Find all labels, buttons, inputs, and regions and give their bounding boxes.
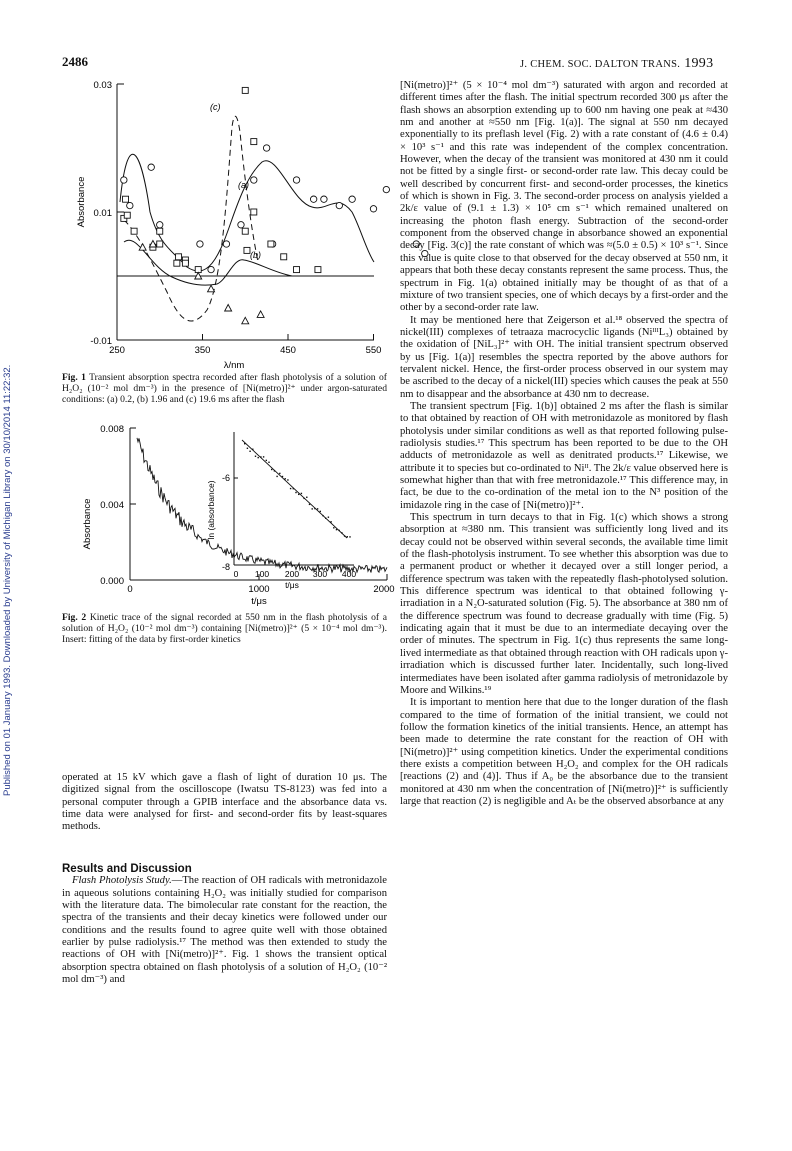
fig1-curve-label-a: (a) xyxy=(238,180,249,190)
inset-dot xyxy=(344,535,345,536)
series-a-point xyxy=(321,196,327,202)
right-paragraph-2: It may be mentioned here that Zeigerson et al.¹⁸ observed the spectra of nickel(III) complexes of tetraaza macrocyclic ligands (NiᴵᴵᴵL₃) obtained by the oxidation of [NiL₃]²⁺ with OH. The initial transient spectrum observed by us [Fig. 1(a)] resembles the spectra reported by the above authors for tervalent nickel. Hence, the first-order process observed in our system may be ascribed to the decay of a nickel(III) species which causes the peak at 550 nm to disappear and the absorbance at 430 nm to decrease. xyxy=(400,314,728,400)
results-section xyxy=(62,863,387,986)
series-a-point xyxy=(197,241,203,247)
journal-year: 1993 xyxy=(684,56,714,71)
series-a-point xyxy=(148,164,154,170)
inset-xtick-200: 200 xyxy=(284,569,300,579)
inset-xtick-0: 0 xyxy=(233,569,239,579)
fig1-x-ticks xyxy=(109,334,381,356)
inset-dot xyxy=(322,515,323,516)
figure-1-spectra xyxy=(62,72,392,372)
inset-dot xyxy=(314,508,315,509)
series-a-point xyxy=(383,186,389,192)
fig1-xtick-label: 350 xyxy=(194,345,211,356)
figure-1-caption xyxy=(62,372,387,405)
series-a-point xyxy=(336,202,342,208)
series-a-point xyxy=(223,241,229,247)
inset-fit-line xyxy=(242,440,347,538)
inset-dot xyxy=(312,508,313,509)
inset-dot xyxy=(303,498,304,499)
fig1-caption-label: Fig. 1 xyxy=(62,372,86,383)
fig2-ytick-top: 0.008 xyxy=(100,424,124,435)
series-a-point xyxy=(238,222,244,228)
inset-dot xyxy=(258,457,259,458)
figure-2-caption xyxy=(62,612,387,645)
series-c-triangle-point xyxy=(257,311,264,318)
inset-ytick-8: -8 xyxy=(221,562,230,572)
inset-dot xyxy=(328,516,329,517)
series-a-point xyxy=(208,266,214,272)
inset-dot xyxy=(339,530,340,531)
fig1-curve-label-b: (b) xyxy=(250,250,261,260)
fig2-caption-text: Kinetic trace of the signal recorded at 550 nm in the flash photolysis of a solution of H₂O₂ (10⁻² mol dm⁻³) containing [Ni(metro)]²⁺ (5 × 10⁻⁴ mol dm⁻³). Insert: fitting of the data by first-order kinetics xyxy=(62,612,387,645)
inset-dot xyxy=(341,532,342,533)
inset-dot xyxy=(285,478,286,479)
right-paragraph-5: It is important to mention here that due to the longer duration of the flash compared to the time of formation of the initial transient, we could not follow the formation kinetics of the initial transients. Hence, an attempt has been made to determine the rate constant for the reaction of OH with [Ni(metro)]²⁺ using competition kinetics. Under the experimental conditions there exists a competition between H₂O₂ and complex for the OH radicals [reactions (2) and (4)]. Thus if A₀ be the absorbance due to the transient monitored at 430 nm when the concentration of [Ni(metro)]²⁺ is sufficiently large that reaction (2) is negligible and Aₜ be the observed absorbance at any xyxy=(400,697,728,807)
inset-xtick-400: 400 xyxy=(341,569,357,579)
right-column-text xyxy=(400,80,728,808)
fig2-xtick-2000: 2000 xyxy=(373,584,395,595)
series-c-point xyxy=(242,87,248,93)
inset-x-axis-label: t/μs xyxy=(285,580,299,590)
series-b-point xyxy=(251,209,257,215)
series-a-point xyxy=(370,206,376,212)
fig2-x-axis-label: t/μs xyxy=(251,596,267,607)
series-c-point xyxy=(123,196,129,202)
inset-dot xyxy=(276,476,277,477)
fig2-y-axis-label: Absorbance xyxy=(82,498,93,550)
results-paragraph-text: —The reaction of OH radicals with metronidazole in aqueous solutions containing H₂O₂ was initially studied for comparison with the literature data. The bimolecular rate constant for the reaction, the spectra of the transients and their decay kinetics were followed under our conditions and the results found to agree quite well with those obtained earlier by pulse radiolysis.¹⁷ The method was then extended to study the reactions of OH with [Ni(metro)]²⁺. Fig. 1 shows the transient optical absorption spectra obtained on flash photolysis of a solution of H₂O₂ (10⁻² mol dm⁻³) and xyxy=(62,875,387,986)
inset-xtick-100: 100 xyxy=(254,569,270,579)
inset-dot xyxy=(325,518,326,519)
fig2-ytick-mid: 0.004 xyxy=(100,500,124,511)
fig1-curves xyxy=(120,116,374,321)
section-heading: Results and Discussion xyxy=(62,863,192,875)
fig1-xtick-label: 250 xyxy=(109,345,125,356)
fig1-xtick-label: 450 xyxy=(280,345,296,356)
series-b-point xyxy=(294,267,300,273)
inset-dot xyxy=(260,456,261,457)
results-paragraph xyxy=(62,875,387,986)
series-b-point xyxy=(157,241,163,247)
fig1-ytick-bottom: -0.01 xyxy=(90,336,112,347)
inset-dot xyxy=(252,449,253,450)
fig1-caption-text: Transient absorption spectra recorded after flash photolysis of a solution of H₂O₂ (10⁻² mol dm⁻³) in the presence of [Ni(metro)]²⁺ under argon-saturated conditions: (a) 0.2, (b) 1.96 and (c) 19.6 ms after the flash xyxy=(62,372,387,405)
methods-paragraph: operated at 15 kV which gave a flash of light of duration 10 μs. The digitized signal from the oscilloscope (Iwatsu TS-8123) was fed into a personal computer through a GPIB interface and the absorbance data vs. time data were analysed for first- and second-order fits by least-squares methods. xyxy=(62,772,387,833)
inset-dot xyxy=(347,536,348,537)
inset-dot xyxy=(247,448,248,449)
series-b-point xyxy=(268,241,274,247)
series-b-point xyxy=(131,228,137,234)
series-a-point xyxy=(121,177,127,183)
inset-dot xyxy=(336,529,337,530)
fig2-ytick-bottom: 0.000 xyxy=(100,576,124,587)
series-b-point xyxy=(281,254,287,260)
figure-1-axes xyxy=(117,84,374,340)
series-a-point xyxy=(349,196,355,202)
series-b-point xyxy=(315,267,321,273)
inset-ytick-6: -6 xyxy=(221,473,230,483)
right-paragraph-1: [Ni(metro)]²⁺ (5 × 10⁻⁴ mol dm⁻³) saturated with argon and recorded at different times after the flash. The initial spectrum recorded 300 μs after the flash shows an absorption extending up to 600 nm having one peak at ≈430 nm and another at ≈550 nm [Fig. 1(a)]. The signal at 550 nm decayed exponentially to its preflash level (Fig. 2) with a rate constant of (4.6 ± 0.4) × 10³ s⁻¹ and this rate was independent of the complex concentration. However, when the decay of the transient was monitored at 430 nm it could not be fitted by a single first- or second-order rate law. This decay could be well described by concurrent first- and second-order processes, the kinetics of which is shown in Fig. 3. The second-order process on analysis yielded a 2k/ε value of (9.1 ± 1.3) × 10⁵ cm s⁻¹ which remained unaltered on increasing the photon flash energy. Subtraction of the second-order component from the observed change in absorbance showed an exponential decay [Fig. 3(c)] the rate constant of which was ≈(5.0 ± 0.5) × 10³ s⁻¹. Since this value is quite close to that observed for the decay observed at 550 nm, it appears that both these decay constants represent the same process. Thus, the spectrum in Fig. 1(a) obtained initially may be thought of as that of a mixture of two transient species, one of which decays by a first-order and the other by a second-order rate law. xyxy=(400,80,728,314)
inset-dot xyxy=(263,456,264,457)
inset-dot xyxy=(317,508,318,509)
inset-dot xyxy=(295,492,296,493)
fig1-ytick-mid: 0.01 xyxy=(93,208,112,219)
inset-dot xyxy=(293,488,294,489)
inset-dot xyxy=(279,473,280,474)
fig2-xtick-1000: 1000 xyxy=(248,584,270,595)
fig1-ytick-top: 0.03 xyxy=(93,80,112,91)
inset-dot xyxy=(330,521,331,522)
inset-dot xyxy=(309,504,310,505)
figure-2-kinetic-trace xyxy=(62,420,395,620)
inset-dot xyxy=(298,494,299,495)
inset-dot xyxy=(244,443,245,444)
right-paragraph-3: The transient spectrum [Fig. 1(b)] obtained 2 ms after the flash is similar to that obtained by reaction of OH with metronidazole as monitored by flash photolysis under similar conditions as well as that reported following pulse-radiolysis studies.¹⁷ This spectrum has been reported to be due to the OH adducts of metronidazole as well as denitrated products.¹⁷ Likewise, we attribute it to species but co-ordinated to Niᴵᴵ. The 2k/ε value observed here is somewhat higher than that with free metronidazole.¹⁷ This difference may, in fact, be due to the co-ordination of the metal ion to the N³ position of the imidazole ring in the case of [Ni(metro)]²⁺. xyxy=(400,400,728,511)
inset-dot xyxy=(268,462,269,463)
curve-c-line xyxy=(124,116,258,321)
series-b-point xyxy=(242,228,248,234)
fig2-xtick-0: 0 xyxy=(127,584,133,595)
inset-dot xyxy=(287,479,288,480)
page-number: 2486 xyxy=(62,54,88,69)
left-column-text xyxy=(62,772,387,834)
inset-dot xyxy=(249,451,250,452)
series-a-point xyxy=(127,202,133,208)
journal-name: J. CHEM. SOC. DALTON TRANS. xyxy=(520,59,681,70)
inset-xtick-300: 300 xyxy=(312,569,328,579)
inset-dot xyxy=(320,511,321,512)
fig2-caption-label: Fig. 2 xyxy=(62,612,87,623)
inset-dot xyxy=(349,536,350,537)
inset-dot xyxy=(301,493,302,494)
inset-dot xyxy=(255,456,256,457)
series-c-point xyxy=(157,228,163,234)
series-a-point xyxy=(157,222,163,228)
fig1-data-points xyxy=(121,87,428,323)
series-a-point xyxy=(310,196,316,202)
inset-dot xyxy=(333,527,334,528)
fig1-xtick-label: 550 xyxy=(365,345,382,356)
inset-dot xyxy=(306,497,307,498)
inset-dot xyxy=(266,460,267,461)
series-c-triangle-point xyxy=(208,285,215,292)
fig1-x-axis-label: λ/nm xyxy=(223,360,245,371)
series-a-point xyxy=(263,145,269,151)
series-a-point xyxy=(251,177,257,183)
series-b-point xyxy=(176,254,182,260)
inset-dot xyxy=(271,469,272,470)
journal-header xyxy=(520,56,713,72)
series-b-point xyxy=(124,212,130,218)
series-b-point xyxy=(174,260,180,266)
inset-dot xyxy=(274,470,275,471)
right-paragraph-4: This spectrum in turn decays to that in Fig. 1(c) which shows a strong absorption at ≈380 nm. This transient was sufficiently long lived and its decay could not be observed within several seconds, the available time limit of the flash-photolysis instrument. To see whether this absorption was due to a permanent product or whether it decayed over a still longer period, a difference spectrum was taken with the repeatedly flash-photolysed solution. This difference spectrum was identical to that obtained following γ-irradiation in a N₂O-saturated solution (Fig. 5). The absorbance at 380 nm of the difference spectrum was found to decrease gradually with time (Fig. 5) indicating again that it must be due to an intermediate decaying over the order of minutes. The spectrum in Fig. 1(c) thus represents the same long-lived intermediate as that obtained through reaction with OH radicals upon γ-irradiation which is discussed further later. Incidentally, such long-lived intermediates have been isolated after gamma radiolysis of metronidazole by Moore and Wilkins.¹⁹ xyxy=(400,512,728,696)
inset-dot xyxy=(282,476,283,477)
inset-dot xyxy=(290,488,291,489)
series-c-triangle-point xyxy=(225,305,232,312)
download-notice: Published on 01 January 1993. Downloaded by University of Michigan Library on 30/10/2014 11:22:32. xyxy=(2,364,13,796)
series-c-point xyxy=(251,139,257,145)
series-c-triangle-point xyxy=(242,317,249,324)
series-a-point xyxy=(293,177,299,183)
inset-y-axis-label: ln (absorbance) xyxy=(206,480,216,540)
fig1-curve-label-c: (c) xyxy=(210,102,221,112)
subsection-heading: Flash Photolysis Study. xyxy=(72,875,172,887)
series-c-point xyxy=(182,260,188,266)
fig1-y-axis-label: Absorbance xyxy=(76,176,87,228)
